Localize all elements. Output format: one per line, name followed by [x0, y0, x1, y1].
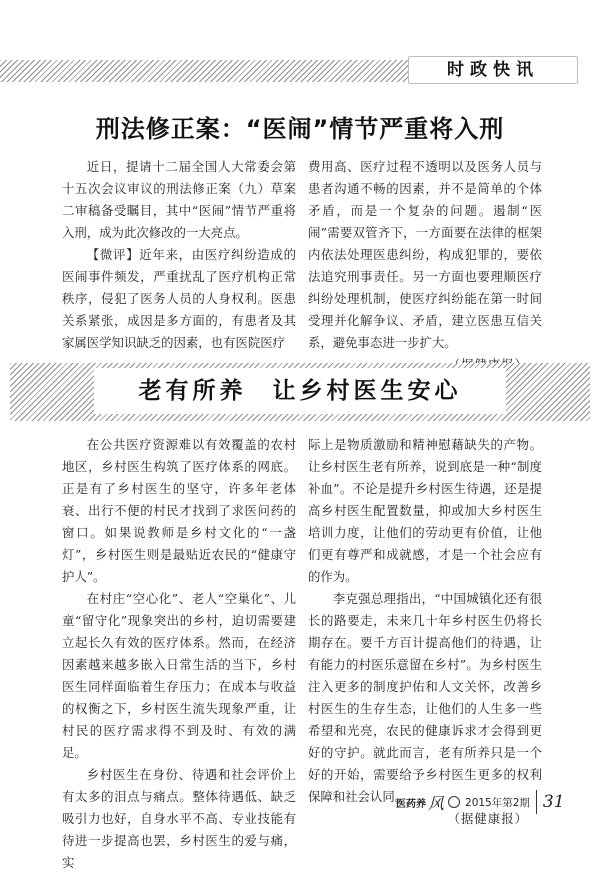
header-hatch-band	[0, 60, 430, 82]
article1-paragraph-1: 近日，提请十二届全国人大常委会第十五次会议审议的刑法修正案（九）草案二审稿备受瞩目，其中“医闹”情节严重将入刑，成为此次修改的一大亮点。	[62, 159, 296, 240]
page-footer	[396, 790, 565, 814]
article1-paragraph-3: 费用高、医疗过程不透明以及医务人员与患者沟通不畅的因素，并不是简单的个体矛盾，而是一个复杂的问题。遏制“医闹”需要双管齐下，一方面要在法律的框架内依法处理医患纠纷，构成犯罪的，要依法追究刑事责任。另一方面也要理顺医疗纠纷处理机制，使医疗纠纷能在第一时间受理并化解争议、矛盾，建立医患互信关系，避免事态进一步扩大。	[308, 159, 542, 350]
article2-source: （据健康报）	[447, 811, 528, 826]
article2-paragraph-1: 在公共医疗资源难以有效覆盖的农村地区，乡村医生构筑了医疗体系的网底。正是有了乡村医生的坚守，许多年老体衰、出行不便的村民才找到了求医问药的窗口。如果说教师是乡村文化的“一盏灯”，乡村医生则是最贴近农民的“健康守护人”。	[62, 437, 296, 584]
magazine-logo-glyph: 风	[428, 793, 445, 813]
article1-comment-text: 近年来，由医疗纠纷造成的医闹事件频发，严重扰乱了医疗机构正常秩序，侵犯了医务人员的人身权利。医患关系紧张，成因是多方面的，有患者及其家属医学知识缺乏的因素，也有医院医疗	[62, 247, 297, 350]
page-number: 31	[542, 792, 565, 812]
seal-icon	[448, 796, 460, 808]
magazine-name: 医药养	[396, 798, 426, 810]
article1-paragraph-2	[62, 244, 296, 354]
article2-paragraph-5: 李克强总理指出，“中国城镇化还有很长的路要走，未来几十年乡村医生仍将长期存在。要千方百计提高他们的待遇，让有能力的村医乐意留在乡村”。为乡村医生注入更多的制度护佑和人文关怀，改善乡村医生的生存生态，让他们的人生多一些希望和光亮，农民的健康诉求才会得到更好的守护。就此而言，老有所养只是一个好的开始，需要给予乡村医生更多的权利保障和社会认同。	[308, 591, 542, 804]
footer-divider	[536, 790, 537, 814]
article1-title: 刑法修正案：“医闹”情节严重将入刑	[95, 115, 505, 143]
article1-left-column	[62, 156, 296, 354]
article2-title	[94, 371, 506, 411]
article2-paragraph-3: 乡村医生在身份、待遇和社会评价上有太多的泪点与痛点。整体待遇低、缺乏吸引力也好，自身水平不高、专业技能有待进一步提高也罢，乡村医生的爱与痛，实	[62, 767, 296, 870]
article2-title-part2: 让乡村医生安心	[272, 378, 462, 404]
article2-paragraph-4: 际上是物质激励和精神慰藉缺失的产物。让乡村医生老有所养，说到底是一种“制度补血”。不论是提升乡村医生待遇，还是提高乡村医生配置数量，抑或加大乡村医生培训力度，让他们的劳动更有价值，让他们更有尊严和成就感，才是一个社会应有的作为。	[308, 437, 542, 584]
article2-right-column	[308, 434, 542, 830]
article2-title-part1: 老有所养	[138, 378, 247, 404]
section-title: 时政快讯	[408, 56, 578, 84]
issue-label: 2015年第2期	[465, 796, 530, 809]
comment-label: 【微评】	[86, 247, 140, 262]
article2-paragraph-2: 在村庄“空心化”、老人“空巢化”、儿童“留守化”现象突出的乡村，迫切需要建立起长久有效的医疗体系。然而，在经济因素越来越多嵌入日常生活的当下，乡村医生同样面临着生存压力；在成本与收益的权衡之下，乡村医生流失现象严重，让村民的医疗需求得不到及时、有效的满足。	[62, 591, 296, 760]
article1-right-column	[308, 156, 542, 376]
article2-left-column	[62, 434, 296, 874]
